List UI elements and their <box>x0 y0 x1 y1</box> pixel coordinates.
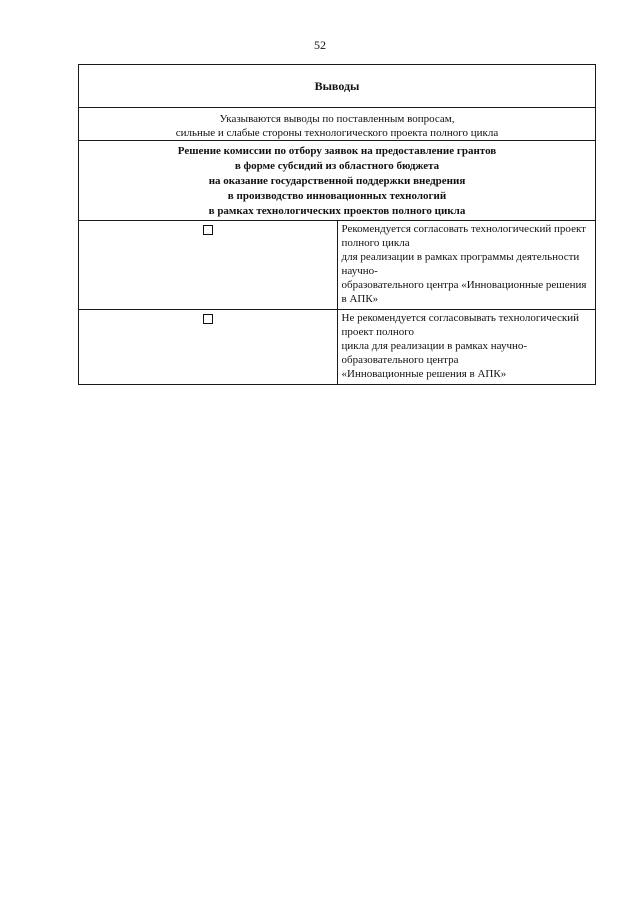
checkbox-empty-icon[interactable] <box>203 225 213 235</box>
checkbox-cell[interactable] <box>79 221 338 310</box>
decision-heading-row <box>79 141 596 221</box>
checkbox-empty-icon[interactable] <box>203 314 213 324</box>
decision-heading-line: в производство инновационных технологий <box>227 190 447 202</box>
conclusions-table <box>78 64 596 385</box>
option-line: Не рекомендуется согласовывать технологический проект полного <box>341 312 579 338</box>
option-line: «Инновационные решения в АПК» <box>341 368 507 380</box>
option-row-recommend <box>79 221 596 310</box>
decision-heading-line: на оказание государственной поддержки внедрения <box>208 175 466 187</box>
conclusions-text <box>79 108 596 141</box>
option-line: Рекомендуется согласовать технологический проект полного цикла <box>341 223 586 249</box>
decision-heading-line: в рамках технологических проектов полного цикла <box>208 205 466 217</box>
conclusions-row <box>79 108 596 141</box>
option-line: цикла для реализации в рамках научно-образовательного центра <box>341 340 528 366</box>
conclusions-line: Указываются выводы по поставленным вопросам, <box>219 113 455 125</box>
conclusions-line: сильные и слабые стороны технологического проекта полного цикла <box>175 127 499 139</box>
option-text-recommend <box>337 221 596 310</box>
checkbox-cell[interactable] <box>79 310 338 385</box>
page-number: 52 <box>314 38 326 52</box>
title-row <box>79 65 596 108</box>
decision-heading-line: Решение комиссии по отбору заявок на предоставление грантов <box>177 145 497 157</box>
table-title: Выводы <box>79 65 596 108</box>
option-text-not-recommend <box>337 310 596 385</box>
decision-heading <box>79 141 596 221</box>
option-row-not-recommend <box>79 310 596 385</box>
option-line: образовательного центра «Инновационные решения в АПК» <box>341 279 587 305</box>
decision-heading-line: в форме субсидий из областного бюджета <box>234 160 440 172</box>
option-line: для реализации в рамках программы деятельности научно- <box>341 251 580 277</box>
